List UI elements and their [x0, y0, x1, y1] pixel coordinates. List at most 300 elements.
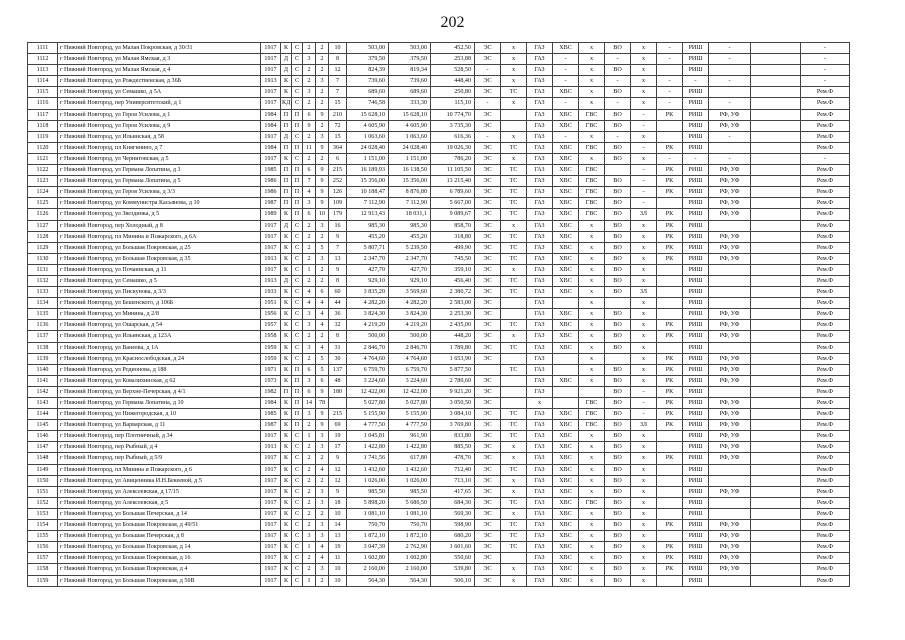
table-cell: х	[579, 309, 605, 320]
table-cell: 1986	[261, 176, 281, 187]
table-cell: П	[292, 187, 303, 198]
table-cell: ТС	[501, 497, 527, 508]
address-cell: г Нижний Новгород, ул Большая Покровская, д 35	[58, 253, 261, 264]
table-cell	[709, 65, 751, 76]
table-cell: 1 653,90	[431, 353, 475, 364]
table-cell: х	[501, 442, 527, 453]
table-cell: С	[292, 342, 303, 353]
table-cell: ХВС	[553, 43, 579, 54]
row-number-cell: 1111	[28, 43, 58, 54]
table-cell: РИШ	[683, 209, 709, 220]
row-number-cell: 1112	[28, 54, 58, 65]
table-cell: 1	[303, 575, 316, 586]
table-cell: х	[631, 475, 657, 486]
table-cell: ВО	[605, 253, 631, 264]
table-cell: РИШ	[683, 65, 709, 76]
table-cell: Д	[281, 131, 292, 142]
table-cell: 3	[303, 409, 316, 420]
table-cell: 137	[329, 364, 347, 375]
table-cell	[751, 553, 801, 564]
table-cell: -	[631, 398, 657, 409]
table-cell: 4	[303, 187, 316, 198]
table-cell: 2	[303, 220, 316, 231]
table-cell: 2	[303, 275, 316, 286]
table-cell: ВО	[605, 87, 631, 98]
table-cell: ВО	[605, 431, 631, 442]
table-cell: 684,30	[431, 497, 475, 508]
table-cell	[751, 165, 801, 176]
table-cell: ЭС	[475, 87, 501, 98]
table-cell: 15 356,00	[389, 176, 431, 187]
table-cell: ГВС	[579, 120, 605, 131]
table-cell	[709, 464, 751, 475]
table-cell: 15	[329, 98, 347, 109]
table-cell	[501, 386, 527, 397]
table-cell: 15 628,10	[347, 109, 389, 120]
table-cell: ТС	[501, 87, 527, 98]
table-cell: 1917	[261, 531, 281, 542]
table-cell: 6 789,60	[431, 187, 475, 198]
table-row	[28, 176, 850, 187]
row-number-cell: 1154	[28, 520, 58, 531]
table-cell: ГАЗ	[527, 386, 553, 397]
table-cell: -	[709, 98, 751, 109]
table-cell: -	[475, 65, 501, 76]
table-cell: ВО	[605, 264, 631, 275]
table-cell: П	[281, 386, 292, 397]
table-cell: РИШ	[683, 398, 709, 409]
table-cell: Рем.Ф	[801, 109, 850, 120]
table-cell: 2 253,30	[431, 309, 475, 320]
table-cell	[709, 275, 751, 286]
table-cell: ВО	[605, 497, 631, 508]
table-cell: 1913	[261, 275, 281, 286]
table-cell: ТС	[501, 342, 527, 353]
table-cell: ЭС	[475, 342, 501, 353]
table-cell: 8	[329, 275, 347, 286]
table-cell: РИШ	[683, 176, 709, 187]
table-cell: ГАЗ	[527, 409, 553, 420]
table-cell	[751, 542, 801, 553]
table-cell	[657, 198, 683, 209]
table-row	[28, 120, 850, 131]
table-cell: ГАЗ	[527, 309, 553, 320]
table-cell: 689,60	[347, 87, 389, 98]
table-cell: Рем.Ф	[801, 309, 850, 320]
table-cell: Рем.Ф	[801, 264, 850, 275]
row-number-cell: 1129	[28, 242, 58, 253]
table-cell: 19	[329, 542, 347, 553]
table-cell: 2	[316, 87, 329, 98]
table-cell	[751, 398, 801, 409]
row-number-cell: 1157	[28, 553, 58, 564]
housing-registry-table	[27, 42, 850, 587]
table-cell: К	[281, 353, 292, 364]
table-row	[28, 131, 850, 142]
table-cell: ГАЗ	[527, 98, 553, 109]
table-cell: 1984	[261, 120, 281, 131]
table-cell: 564,30	[389, 575, 431, 586]
table-cell: ВО	[605, 153, 631, 164]
table-cell: ХВС	[553, 165, 579, 176]
table-cell: ГВС	[579, 420, 605, 431]
table-cell: РИШ	[683, 364, 709, 375]
table-cell: ТС	[501, 275, 527, 286]
table-cell: РК	[657, 553, 683, 564]
table-cell: П	[292, 364, 303, 375]
row-number-cell: 1156	[28, 542, 58, 553]
table-cell: 528,50	[431, 65, 475, 76]
table-cell: РК	[657, 109, 683, 120]
table-cell	[751, 431, 801, 442]
table-cell: 4 777,50	[347, 420, 389, 431]
table-row	[28, 375, 850, 386]
table-cell: 2	[316, 54, 329, 65]
table-cell: К	[281, 409, 292, 420]
table-cell: ГВС	[579, 165, 605, 176]
table-cell: х	[579, 275, 605, 286]
table-cell: ВО	[605, 231, 631, 242]
table-cell: 9	[329, 453, 347, 464]
table-cell: ЭС	[475, 165, 501, 176]
table-cell: 680,20	[431, 531, 475, 542]
table-cell: 455,20	[347, 231, 389, 242]
table-cell	[657, 442, 683, 453]
row-number-cell: 1114	[28, 76, 58, 87]
table-cell: 1917	[261, 453, 281, 464]
row-number-cell: 1121	[28, 153, 58, 164]
table-cell: ЭС	[475, 198, 501, 209]
table-row	[28, 253, 850, 264]
table-cell: РК	[657, 564, 683, 575]
table-cell	[751, 442, 801, 453]
table-row	[28, 142, 850, 153]
table-cell: х	[501, 76, 527, 87]
table-cell: ХВС	[553, 253, 579, 264]
table-cell	[605, 165, 631, 176]
table-cell: 115,10	[431, 98, 475, 109]
table-cell: Рем.Ф	[801, 486, 850, 497]
table-cell: 1 741,56	[347, 453, 389, 464]
table-cell: 1917	[261, 464, 281, 475]
table-cell: 9	[329, 264, 347, 275]
address-cell: г Нижний Новгород, пер Рыбный, д 4	[58, 442, 261, 453]
table-cell: х	[579, 320, 605, 331]
table-cell: ЭС	[475, 353, 501, 364]
table-cell: х	[631, 342, 657, 353]
table-cell: 6	[329, 153, 347, 164]
table-cell: 1 602,80	[389, 553, 431, 564]
table-cell: 13	[329, 531, 347, 542]
table-cell: 2	[303, 520, 316, 531]
table-cell: 739,60	[347, 76, 389, 87]
table-cell: РИШ	[683, 131, 709, 142]
table-cell: ТС	[501, 198, 527, 209]
table-cell: -	[475, 98, 501, 109]
table-cell: К	[281, 264, 292, 275]
table-cell: 616,36	[431, 131, 475, 142]
table-cell: х	[631, 575, 657, 586]
table-cell: С	[292, 520, 303, 531]
table-cell: ЭС	[475, 386, 501, 397]
table-cell: 9	[329, 486, 347, 497]
table-cell: 961,90	[389, 431, 431, 442]
table-cell: РИШ	[683, 553, 709, 564]
table-cell: 5 807,71	[347, 242, 389, 253]
address-cell: г Нижний Новгород, ул Большая Покровская, д 25	[58, 242, 261, 253]
table-cell: РИШ	[683, 54, 709, 65]
table-cell: х	[631, 564, 657, 575]
table-cell	[709, 287, 751, 298]
table-cell: РИШ	[683, 475, 709, 486]
table-cell: РИШ	[683, 198, 709, 209]
table-cell: К	[281, 87, 292, 98]
table-cell	[553, 398, 579, 409]
table-cell: ВО	[605, 176, 631, 187]
table-cell: 1959	[261, 342, 281, 353]
table-cell: Рем.Ф	[801, 287, 850, 298]
table-cell: х	[579, 76, 605, 87]
table-cell: 2 347,70	[347, 253, 389, 264]
row-number-cell: 1115	[28, 87, 58, 98]
table-cell: х	[631, 275, 657, 286]
table-cell: 3 084,10	[431, 409, 475, 420]
table-cell: 1985	[261, 409, 281, 420]
table-cell: 1971	[261, 364, 281, 375]
table-cell: ГАЗ	[527, 198, 553, 209]
table-row	[28, 475, 850, 486]
table-cell: ГАЗ	[527, 531, 553, 542]
table-cell: РИШ	[683, 142, 709, 153]
table-cell: -	[683, 153, 709, 164]
table-cell: ГАЗ	[527, 220, 553, 231]
table-row	[28, 87, 850, 98]
table-cell: РФ, УФ	[709, 187, 751, 198]
table-cell: П	[292, 209, 303, 220]
table-cell: 1 063,60	[389, 131, 431, 142]
table-row	[28, 398, 850, 409]
table-cell: ТС	[501, 165, 527, 176]
table-cell: 12	[329, 475, 347, 486]
table-cell: 14	[329, 520, 347, 531]
table-cell: ЭС	[475, 120, 501, 131]
table-cell: 15 356,00	[347, 176, 389, 187]
table-cell: ХВС	[553, 209, 579, 220]
table-cell: х	[501, 508, 527, 519]
table-cell: 1917	[261, 553, 281, 564]
table-cell: ВО	[605, 553, 631, 564]
table-cell: -	[801, 76, 850, 87]
table-cell: ХВС	[553, 287, 579, 298]
table-cell: 24 028,40	[389, 142, 431, 153]
table-cell: 10	[329, 564, 347, 575]
table-cell: 12	[329, 464, 347, 475]
table-cell: 448,40	[431, 76, 475, 87]
table-cell: 1 432,60	[347, 464, 389, 475]
table-cell: 1959	[261, 353, 281, 364]
table-cell: РК	[657, 209, 683, 220]
table-cell: 3 835,20	[347, 287, 389, 298]
table-cell: ХВС	[553, 109, 579, 120]
table-cell: РИШ	[683, 309, 709, 320]
table-cell: ВО	[605, 120, 631, 131]
table-cell: 3	[303, 198, 316, 209]
table-cell: К	[281, 364, 292, 375]
table-cell: Д	[281, 275, 292, 286]
table-cell: 2 347,70	[389, 253, 431, 264]
table-cell: ЗЛ	[631, 287, 657, 298]
table-cell: ГАЗ	[527, 364, 553, 375]
table-cell: 2	[303, 242, 316, 253]
table-cell: ГАЗ	[527, 54, 553, 65]
table-cell: Рем.Ф	[801, 453, 850, 464]
table-cell: ХВС	[553, 87, 579, 98]
table-cell: ВО	[605, 309, 631, 320]
table-row	[28, 420, 850, 431]
row-number-cell: 1126	[28, 209, 58, 220]
row-number-cell: 1134	[28, 298, 58, 309]
table-cell: РФ, УФ	[709, 120, 751, 131]
table-cell: х	[579, 364, 605, 375]
table-cell	[751, 264, 801, 275]
table-cell	[657, 287, 683, 298]
table-cell: ВО	[605, 420, 631, 431]
table-cell	[751, 176, 801, 187]
table-row	[28, 65, 850, 76]
table-cell	[657, 508, 683, 519]
table-cell: ТС	[501, 231, 527, 242]
table-cell: 1 026,00	[347, 475, 389, 486]
table-cell: ГАЗ	[527, 431, 553, 442]
table-cell	[751, 508, 801, 519]
table-cell: 4 605,90	[389, 120, 431, 131]
table-cell: 985,50	[347, 486, 389, 497]
table-cell: 12 422,00	[347, 386, 389, 397]
table-cell: х	[579, 220, 605, 231]
table-cell: 1917	[261, 264, 281, 275]
table-cell: 713,10	[431, 475, 475, 486]
table-cell: ГАЗ	[527, 508, 553, 519]
table-cell: -	[631, 386, 657, 397]
row-number-cell: 1150	[28, 475, 58, 486]
table-cell: ГАЗ	[527, 564, 553, 575]
table-cell: РФ, УФ	[709, 486, 751, 497]
table-cell	[657, 264, 683, 275]
table-cell: 2	[316, 264, 329, 275]
table-cell: ЗЛ	[631, 420, 657, 431]
row-number-cell: 1151	[28, 486, 58, 497]
table-cell: х	[579, 131, 605, 142]
table-row	[28, 187, 850, 198]
table-cell: РИШ	[683, 242, 709, 253]
table-cell: ГАЗ	[527, 43, 553, 54]
table-cell: 36	[329, 309, 347, 320]
table-cell: ТС	[501, 520, 527, 531]
table-cell: х	[501, 331, 527, 342]
table-cell	[657, 342, 683, 353]
table-cell: 985,30	[389, 220, 431, 231]
table-cell: 2	[303, 65, 316, 76]
table-cell: ЭС	[475, 253, 501, 264]
table-cell: х	[501, 564, 527, 575]
table-cell: ГАЗ	[527, 287, 553, 298]
table-cell: х	[631, 65, 657, 76]
table-cell: 2	[316, 65, 329, 76]
table-cell	[657, 65, 683, 76]
table-cell	[751, 409, 801, 420]
table-cell: х	[501, 264, 527, 275]
table-cell: П	[281, 165, 292, 176]
table-cell: ВО	[605, 109, 631, 120]
row-number-cell: 1131	[28, 264, 58, 275]
table-cell: РИШ	[683, 187, 709, 198]
table-cell: ЭС	[475, 520, 501, 531]
table-cell: ЭС	[475, 553, 501, 564]
table-cell: РИШ	[683, 497, 709, 508]
address-cell: г Нижний Новгород, ул Семашко, д 5	[58, 275, 261, 286]
table-cell: 24 028,40	[347, 142, 389, 153]
table-cell: 2 846,70	[389, 342, 431, 353]
table-cell: 379,50	[347, 54, 389, 65]
table-cell: 1	[303, 542, 316, 553]
address-cell: г Нижний Новгород, ул Алексеевская, д 17/15	[58, 486, 261, 497]
table-cell: 824,39	[347, 65, 389, 76]
table-cell: х	[579, 264, 605, 275]
table-cell: 745,50	[431, 253, 475, 264]
table-cell: 6 759,70	[389, 364, 431, 375]
table-cell	[751, 531, 801, 542]
table-cell: 3	[316, 431, 329, 442]
table-cell: 2	[316, 508, 329, 519]
table-cell	[657, 575, 683, 586]
table-cell: х	[501, 43, 527, 54]
table-cell: РФ, УФ	[709, 364, 751, 375]
table-cell: 2 160,00	[389, 564, 431, 575]
table-cell: Рем.Ф	[801, 131, 850, 142]
table-cell: ЭС	[475, 375, 501, 386]
table-cell	[657, 131, 683, 142]
table-cell: х	[579, 442, 605, 453]
table-cell	[751, 253, 801, 264]
table-cell: Рем.Ф	[801, 298, 850, 309]
table-cell: 1986	[261, 187, 281, 198]
table-cell: РИШ	[683, 43, 709, 54]
table-cell: 427,70	[347, 264, 389, 275]
table-cell: П	[292, 398, 303, 409]
table-cell: ВО	[605, 398, 631, 409]
table-cell: С	[292, 508, 303, 519]
table-cell: 6	[316, 375, 329, 386]
row-number-cell: 1117	[28, 109, 58, 120]
table-cell: 689,60	[389, 87, 431, 98]
table-cell: х	[631, 442, 657, 453]
row-number-cell: 1127	[28, 220, 58, 231]
address-cell: г Нижний Новгород, пер Рыбный, д 5/9	[58, 453, 261, 464]
table-cell: ТС	[501, 364, 527, 375]
table-cell	[553, 386, 579, 397]
table-cell	[709, 497, 751, 508]
table-cell: ВО	[605, 364, 631, 375]
table-cell: Рем.Ф	[801, 564, 850, 575]
table-cell: РИШ	[683, 386, 709, 397]
table-cell: 3	[303, 531, 316, 542]
table-cell	[657, 309, 683, 320]
table-cell: С	[292, 98, 303, 109]
table-cell: ЭС	[475, 142, 501, 153]
table-cell: РИШ	[683, 453, 709, 464]
table-cell: Рем.Ф	[801, 420, 850, 431]
table-cell: 3	[316, 220, 329, 231]
